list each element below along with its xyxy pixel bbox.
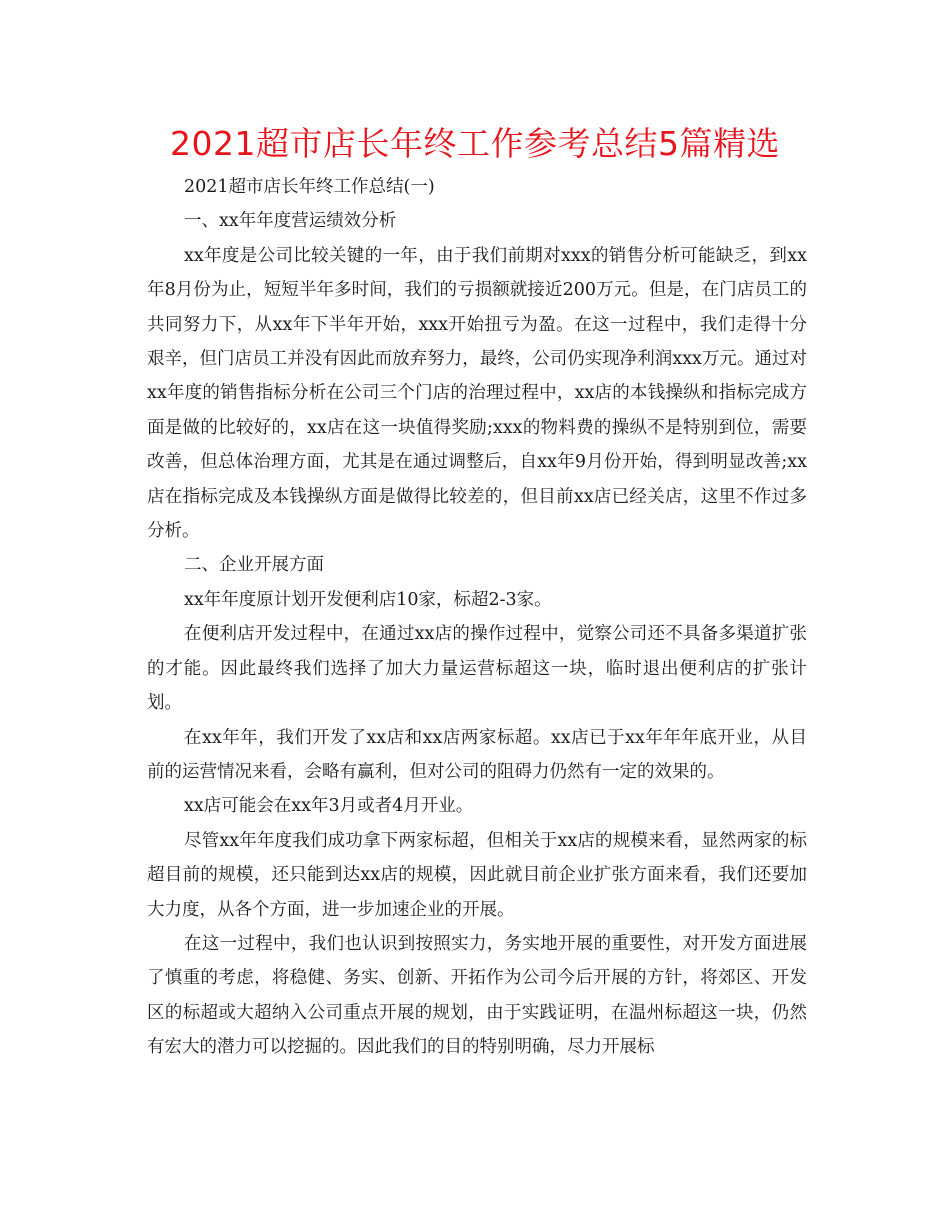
paragraph: xx年年度原计划开发便利店10家，标超2-3家。 (184, 589, 552, 610)
paragraph: xx店可能会在xx年3月或者4月开业。 (184, 796, 474, 817)
paragraph: 在便利店开发过程中，在通过xx店的操作过程中，觉察公司还不具备多渠道扩张的才能。因此最终我们选择了加大力量运营标超这一块，临时退出便利店的扩张计划。 (147, 624, 807, 714)
subsection-heading: 一、xx年年度营运绩效分析 (184, 211, 397, 232)
paragraph: 在xx年年，我们开发了xx店和xx店两家标超。xx店已于xx年年年底开业，从目前的运营情况来看，会略有赢利，但对公司的阻碍力仍然有一定的效果的。 (147, 727, 807, 782)
paragraph: 尽管xx年年度我们成功拿下两家标超，但相关于xx店的规模来看，显然两家的标超目前的规模，还只能到达xx店的规模，因此就目前企业扩张方面来看，我们还要加大力度，从各个方面，进一步加速企业的开展。 (147, 830, 807, 920)
section-heading: 2021超市店长年终工作总结(一) (184, 177, 435, 197)
document-title: 2021超市店长年终工作参考总结5篇精选 (170, 124, 780, 163)
paragraph: xx年度是公司比较关键的一年，由于我们前期对xxx的销售分析可能缺乏，到xx年8月份为止，短短半年多时间，我们的亏损额就接近200万元。但是，在门店员工的共同努力下，从xx年下半年开始，xxx开始扭亏为盈。在这一过程中，我们走得十分艰辛，但门店员工并没有因此而放弃努力，最终，公司仍实现净利润xxx万元。通过对xx年度的销售指标分析在公司三个门店的治理过程中，xx店的本钱操纵和指标完成方面是做的比较好的，xx店在这一块值得奖励;xxx的物料费的操纵不是特别到位，需要改善，但总体治理方面，尤其是在通过调整后，自xx年9月份开始，得到明显改善;xx店在指标完成及本钱操纵方面是做得比较差的，但目前xx店已经关店，这里不作过多分析。 (147, 245, 807, 542)
subsection-heading: 二、企业开展方面 (184, 555, 324, 576)
document-body (147, 170, 807, 1065)
paragraph: 在这一过程中，我们也认识到按照实力，务实地开展的重要性，对开发方面进展了慎重的考虑，将稳健、务实、创新、开拓作为公司今后开展的方针，将郊区、开发区的标超或大超纳入公司重点开展的规划，由于实践证明，在温州标超这一块，仍然有宏大的潜力可以挖掘的。因此我们的目的特别明确，尽力开展标 (147, 933, 807, 1058)
